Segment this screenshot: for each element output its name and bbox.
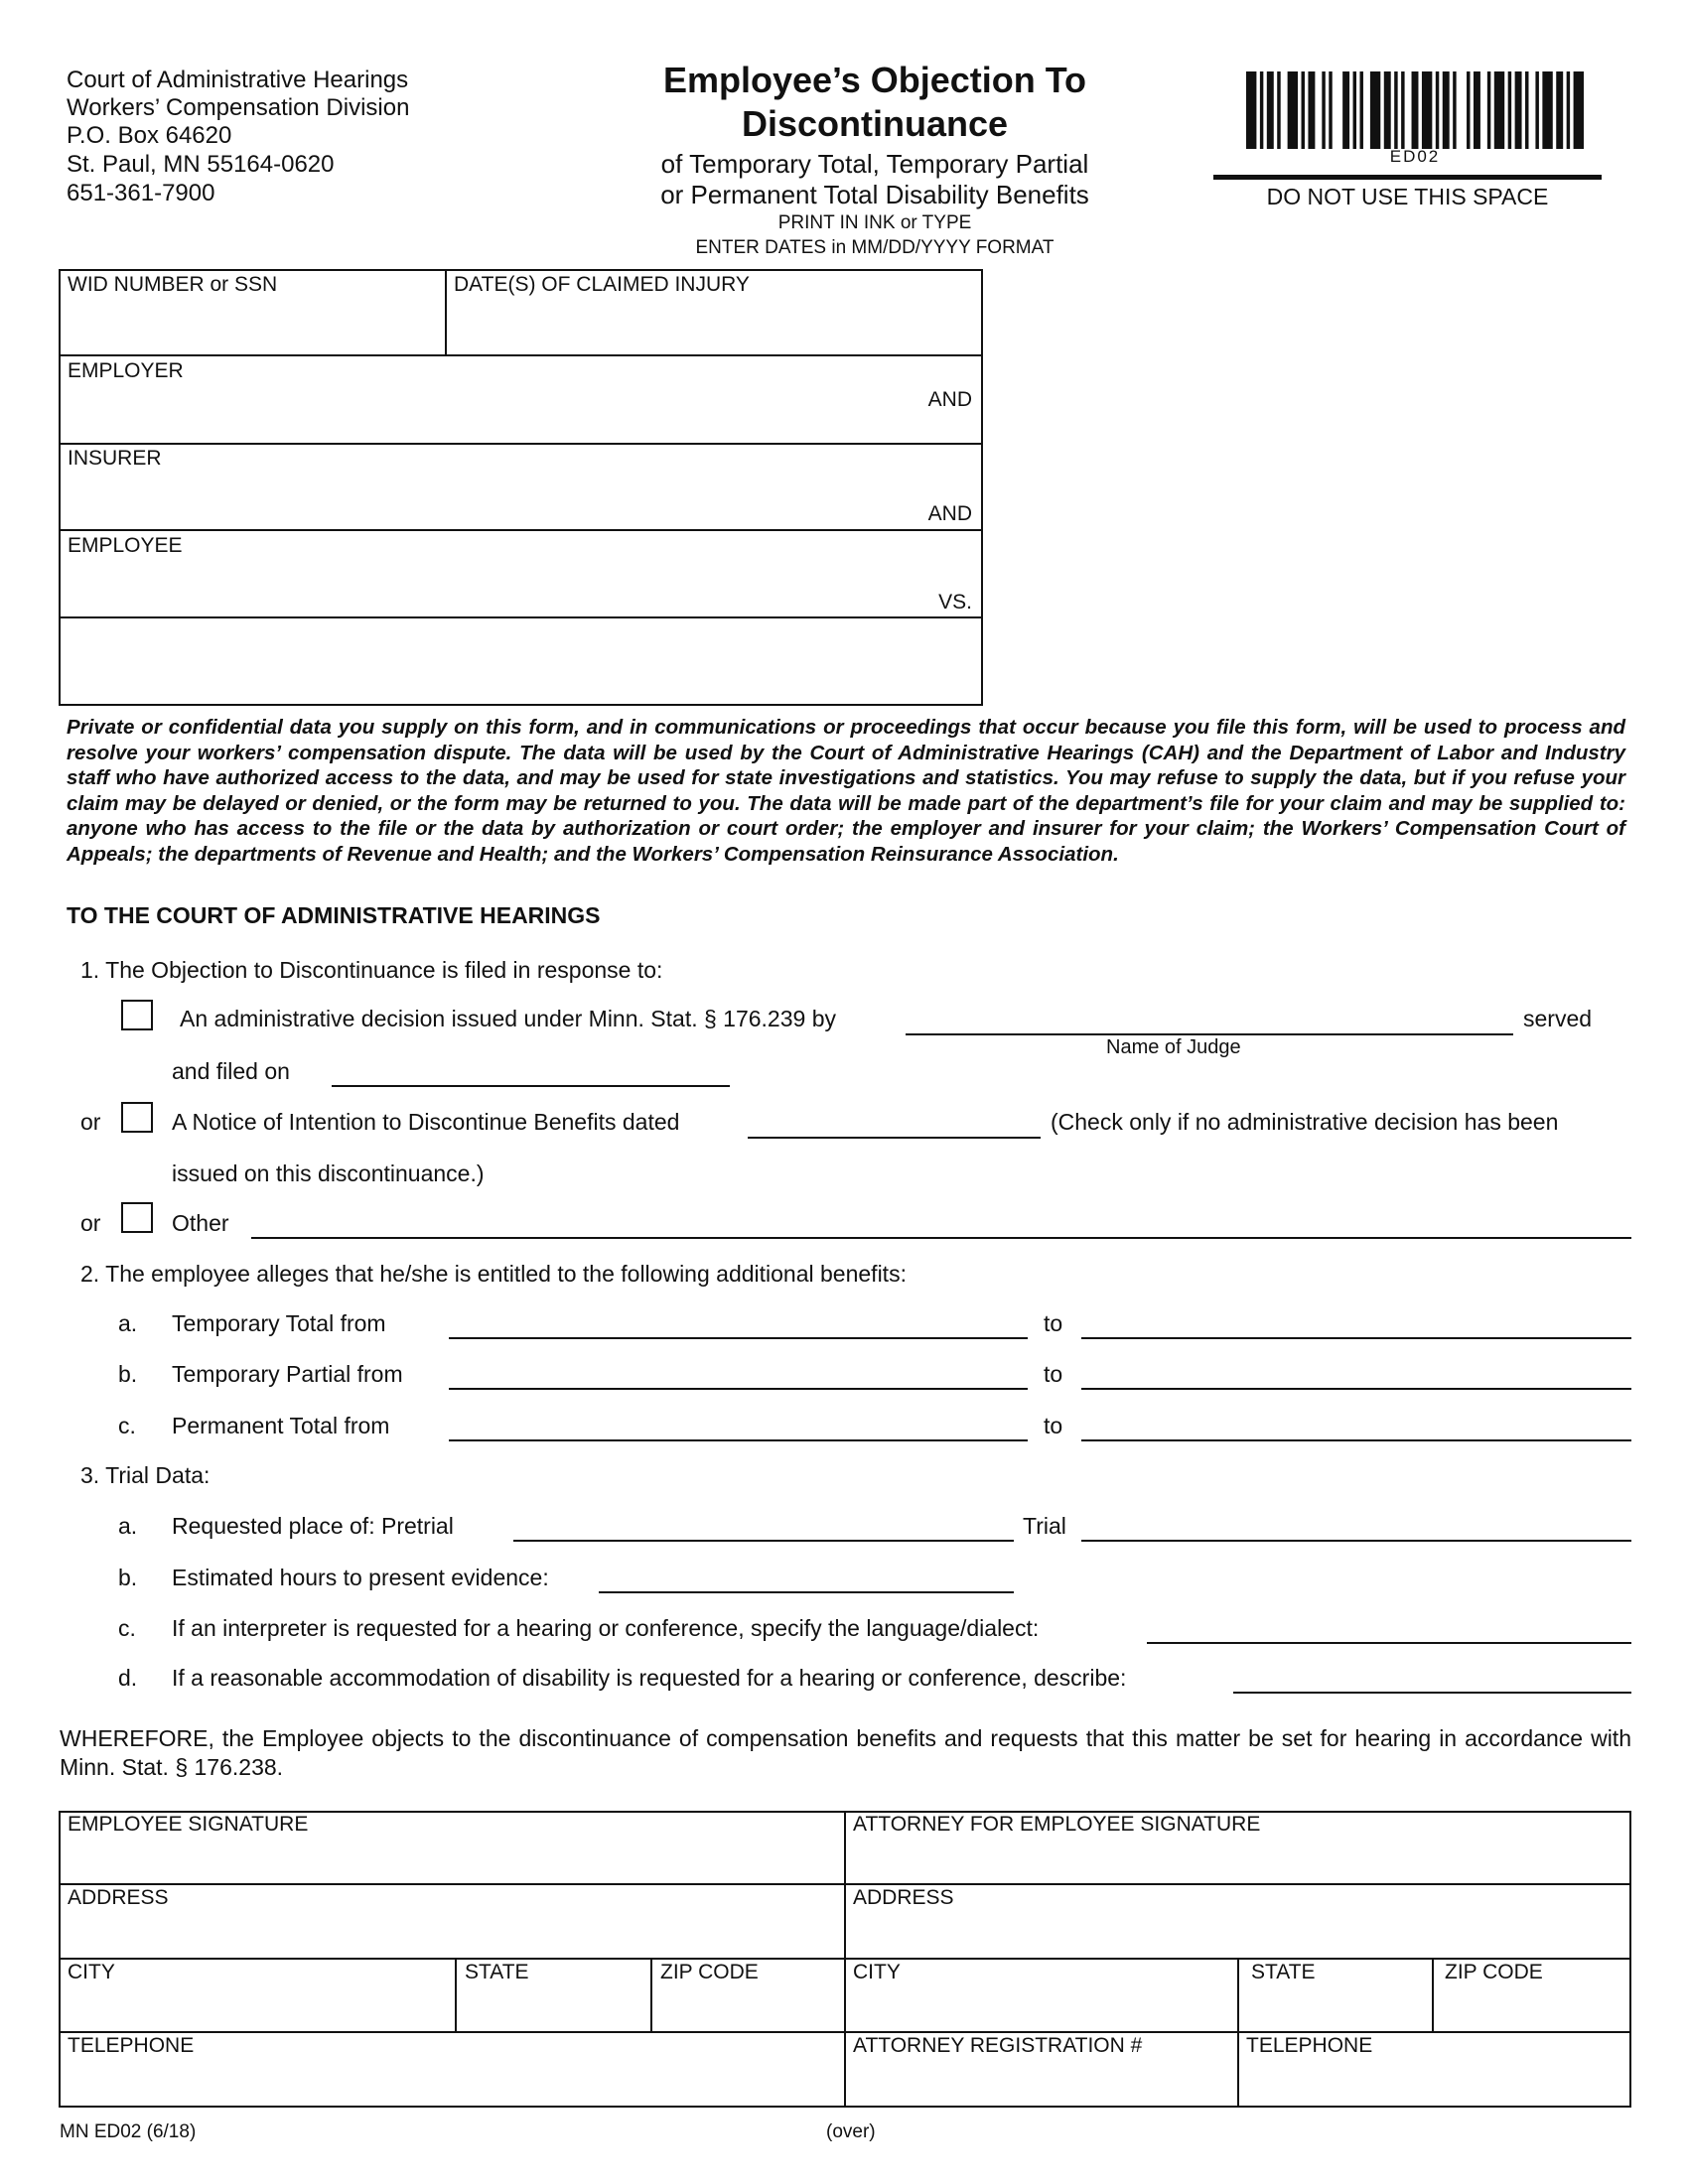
do-not-use-label: DO NOT USE THIS SPACE [1266,184,1549,209]
notice-note: (Check only if no administrative decision has been [1051,1109,1559,1135]
form-title-2: Discontinuance [741,103,1009,144]
hours-field[interactable] [599,1562,1014,1593]
accommodation-label: If a reasonable accommodation of disability is requested for a hearing or conference, describe: [172,1665,1127,1691]
accommodation-field[interactable] [1233,1662,1631,1694]
interpreter-field[interactable] [1147,1612,1631,1644]
filed-on-field[interactable] [332,1055,730,1087]
divider [59,529,983,531]
served-label: served [1523,1006,1593,1031]
from-date-field[interactable] [449,1410,1028,1441]
other-checkbox[interactable] [121,1202,153,1233]
notice-note-2: issued on this discontinuance.) [172,1160,485,1186]
or-label: or [80,1109,101,1135]
form-id: MN ED02 (6/18) [60,2121,197,2142]
caption-extra-field[interactable] [61,618,981,704]
filed-on-label: and filed on [172,1058,290,1084]
employer-field[interactable] [61,357,981,442]
item2-heading: 2. The employee alleges that he/she is entitled to the following additional benefits: [80,1261,907,1287]
vs-label: VS. [938,591,972,614]
interpreter-label: If an interpreter is requested for a hearing or conference, specify the language/dialect: [172,1615,1040,1641]
employee-city-field[interactable] [61,1960,454,2030]
wid-label: WID NUMBER or SSN [68,273,278,296]
other-field[interactable] [251,1207,1631,1239]
trial-place-field[interactable] [1081,1510,1631,1542]
hours-label: Estimated hours to present evidence: [172,1565,549,1590]
or-label: or [80,1210,101,1236]
employee-address-field[interactable] [61,1885,843,1957]
employee-signature-label: EMPLOYEE SIGNATURE [68,1813,309,1836]
notice-label: A Notice of Intention to Discontinue Benefits dated [172,1109,680,1135]
to-date-field[interactable] [1081,1410,1631,1441]
city-label: CITY [68,1961,115,1983]
address-line: Court of Administrative Hearings [67,67,409,93]
zip-label: ZIP CODE [660,1961,759,1983]
telephone-label: TELEPHONE [68,2034,195,2057]
section-heading: TO THE COURT OF ADMINISTRATIVE HEARINGS [67,902,601,928]
over-label: (over) [826,2121,876,2142]
pretrial-place-field[interactable] [513,1510,1014,1542]
attorney-signature-label: ATTORNEY FOR EMPLOYEE SIGNATURE [853,1813,1261,1836]
judge-name-field[interactable] [906,1004,1513,1035]
city-label: CITY [853,1961,901,1983]
attorney-registration-label: ATTORNEY REGISTRATION # [853,2034,1143,2057]
date-format-instruction: ENTER DATES in MM/DD/YYYY FORMAT [695,237,1055,258]
address-line: Workers’ Compensation Division [67,94,410,121]
address-line: 651-361-7900 [67,180,215,206]
wherefore-statement: WHEREFORE, the Employee objects to the discontinuance of compensation benefits and requests that this matter be set for hearing in accordance with Minn. Stat. § 176.238. [60,1725,1631,1780]
to-date-field[interactable] [1081,1358,1631,1390]
form-subtitle: of Temporary Total, Temporary Partial [660,149,1089,179]
row-label: Temporary Total from [172,1310,386,1336]
injury-date-label: DATE(S) OF CLAIMED INJURY [454,273,750,296]
attorney-address-field[interactable] [846,1885,1629,1957]
employer-label: EMPLOYER [68,359,184,382]
other-label: Other [172,1210,229,1236]
judge-name-caption: Name of Judge [1106,1036,1241,1058]
and-label: AND [927,502,972,525]
row-letter: a. [118,1513,138,1539]
item3-heading: 3. Trial Data: [80,1462,211,1488]
from-date-field[interactable] [449,1358,1028,1390]
address-label: ADDRESS [853,1886,954,1909]
row-letter: c. [118,1413,136,1438]
row-letter: b. [118,1565,138,1590]
notice-date-field[interactable] [748,1107,1041,1139]
admin-decision-label: An administrative decision issued under Minn. Stat. § 176.239 by [180,1006,836,1031]
address-label: ADDRESS [68,1886,169,1909]
insurer-label: INSURER [68,447,162,470]
address-line: St. Paul, MN 55164-0620 [67,151,335,178]
row-label: Temporary Partial from [172,1361,403,1387]
row-letter: c. [118,1615,136,1641]
address-line: P.O. Box 64620 [67,122,232,149]
privacy-notice: Private or confidential data you supply on this form, and in communications or proceedings that occur because you file this form, will be used to process and resolve your workers’ compensation dispute. The data will be used by the Court of Administrative Hearings (CAH) and the Department of Labor and Industry staff who have authorized access to the data, and may be used for state investigations and statistics. You may refuse to supply the data, but if you refuse your claim may be delayed or denied, or the form may be returned to you. The data will be made part of the department’s file for your claim and may be supplied to: anyone who has access to the file or the data by authorization or court order; the employer and insurer for your claim; the Workers’ Compensation Court of Appeals; the departments of Revenue and Health; and the Workers’ Compensation Reinsurance Association. [67,716,1625,866]
and-label: AND [927,388,972,411]
to-date-field[interactable] [1081,1307,1631,1339]
divider [59,354,983,356]
employee-field[interactable] [61,532,981,616]
row-letter: d. [118,1665,138,1691]
trial-label: Trial [1023,1513,1066,1539]
employee-label: EMPLOYEE [68,534,183,557]
state-label: STATE [465,1961,529,1983]
row-letter: b. [118,1361,138,1387]
barcode-icon [1246,71,1584,151]
to-label: to [1044,1413,1063,1438]
form-subtitle-2: or Permanent Total Disability Benefits [660,180,1089,209]
to-label: to [1044,1361,1063,1387]
place-label: Requested place of: Pretrial [172,1513,454,1539]
insurer-field[interactable] [61,445,981,529]
from-date-field[interactable] [449,1307,1028,1339]
to-label: to [1044,1310,1063,1336]
form-title: Employee’s Objection To [662,60,1087,100]
row-label: Permanent Total from [172,1413,390,1438]
barcode-text: ED02 [1389,147,1441,166]
state-label: STATE [1251,1961,1316,1983]
divider [1213,175,1602,180]
notice-checkbox[interactable] [121,1102,153,1133]
admin-decision-checkbox[interactable] [121,1000,153,1030]
print-instruction: PRINT IN INK or TYPE [777,212,972,233]
zip-label: ZIP CODE [1445,1961,1543,1983]
telephone-label: TELEPHONE [1246,2034,1373,2057]
attorney-city-field[interactable] [846,1960,1236,2030]
row-letter: a. [118,1310,138,1336]
item1-heading: 1. The Objection to Discontinuance is filed in response to: [80,957,663,983]
